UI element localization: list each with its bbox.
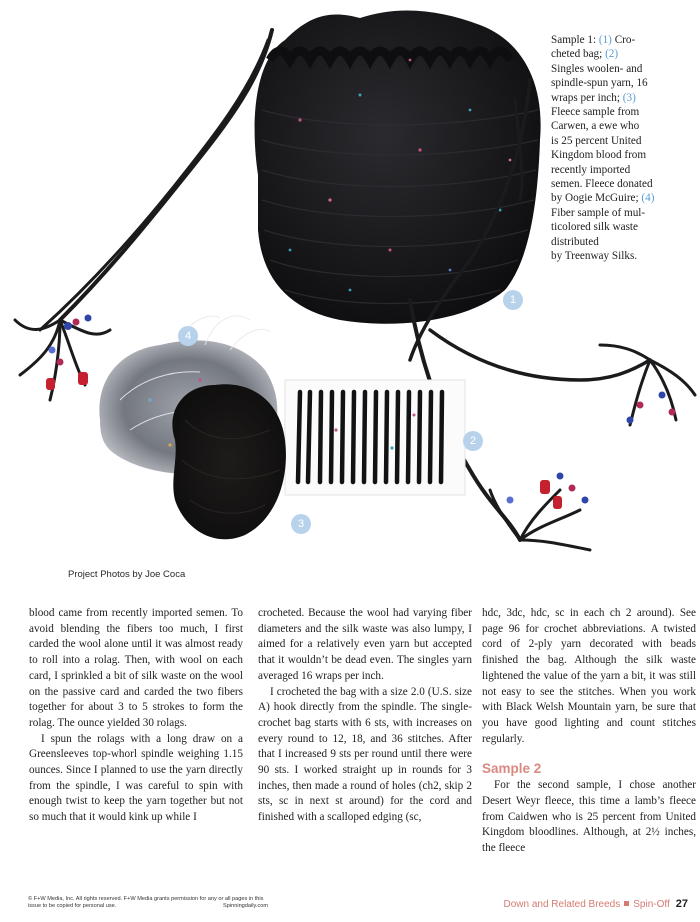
marker-2: 2 [463, 431, 483, 451]
paragraph: For the second sample, I chose another Desert Weyr fleece, this time a lamb’s fleece from Caidwen who is 25 percent from United Kingdom bloodlines. Although, at 2½ inches, the fleece [482, 779, 696, 855]
text-column-1 [29, 606, 243, 884]
marker-1: 1 [503, 290, 523, 310]
page-number: 27 [675, 898, 688, 910]
paragraph: blood came from recently imported semen. To avoid blending the fibers too much, I first carded the wool alone until it was almost ready to roll into a rolag. Then, with wool on each card, I sprinkled a bit of silk waste on the wool on the passive card and carded the two fibers together for about 3 to 5 strokes to form the rolag. The ounce yielded 30 rolags. [29, 607, 243, 729]
magazine-name: Spin-Off [633, 899, 670, 910]
square-bullet-icon [624, 901, 629, 906]
text-column-3 [482, 606, 696, 884]
paragraph: hdc, 3dc, hdc, sc in each ch 2 around). See page 96 for crochet abbreviations. A twisted cord of 2-ply yarn decorated with beads finished the bag. Although the silk waste lightened the value of the yarn a bit, it was still not easy to see the stitches. When you work with Black Welsh Mountain yarn, be sure that you have good lighting and count stitches regularly. [482, 607, 696, 745]
photo-caption: Sample 1: (1) Cro- cheted bag; (2) Singles woolen- and spindle-spun yarn, 16 wraps per inch; (3) Fleece sample from Carwen, a ewe who is 25 percent United Kingdom blood from recently imported semen. Fleece donated by Oogie McGuire; (4) Fiber sample of mul- ticolored silk waste distributed by Treenway Silks. [551, 34, 655, 263]
text-column-2 [258, 606, 472, 884]
copyright-notice [28, 896, 268, 911]
website-url: Spinningdaily.com [223, 903, 268, 910]
marker-4: 4 [178, 326, 198, 346]
copyright-text: © F+W Media, Inc. All rights reserved. F+W Media grants permission for any or all pages in this issue to be copied for personal use. [28, 896, 264, 910]
paragraph: crocheted. Because the wool had varying fiber diameters and the silk waste was also lumpy, I aimed for a relatively even yarn but accepted that it wouldn’t be dead even. The singles yarn averaged 16 wraps per inch. [258, 607, 472, 682]
tassel-right [490, 345, 695, 550]
paragraph: I spun the rolags with a long draw on a Greensleeves top-whorl spindle weighing 1.15 ounces. Since I planned to use the yarn directly from the spindle, I was careful to spin with enough twist to keep the yarn together but not so much that it would kink up while I [29, 732, 243, 824]
yarn-wrap-card [285, 380, 465, 495]
crocheted-bag [255, 11, 541, 324]
photo-credit: Project Photos by Joe Coca [68, 569, 186, 580]
section-heading: Sample 2 [482, 761, 542, 777]
tassel-left [15, 315, 110, 401]
section-name: Down and Related Breeds [503, 899, 621, 910]
marker-3: 3 [291, 514, 311, 534]
running-footer [504, 898, 689, 910]
fleece-sample [172, 384, 286, 539]
paragraph: I crocheted the bag with a size 2.0 (U.S. size A) hook directly from the spindle. The single-crochet bag starts with 6 sts, with increases on every round to 12, 18, and 36 stitches. After that I increased 9 sts per round until there were 90 sts. I worked straight up in rounds for 3 inches, then made a round of holes (ch2, skip 2 sts, sc in next st around) for the cord and finished with a scalloped edging (sc, [258, 685, 472, 824]
